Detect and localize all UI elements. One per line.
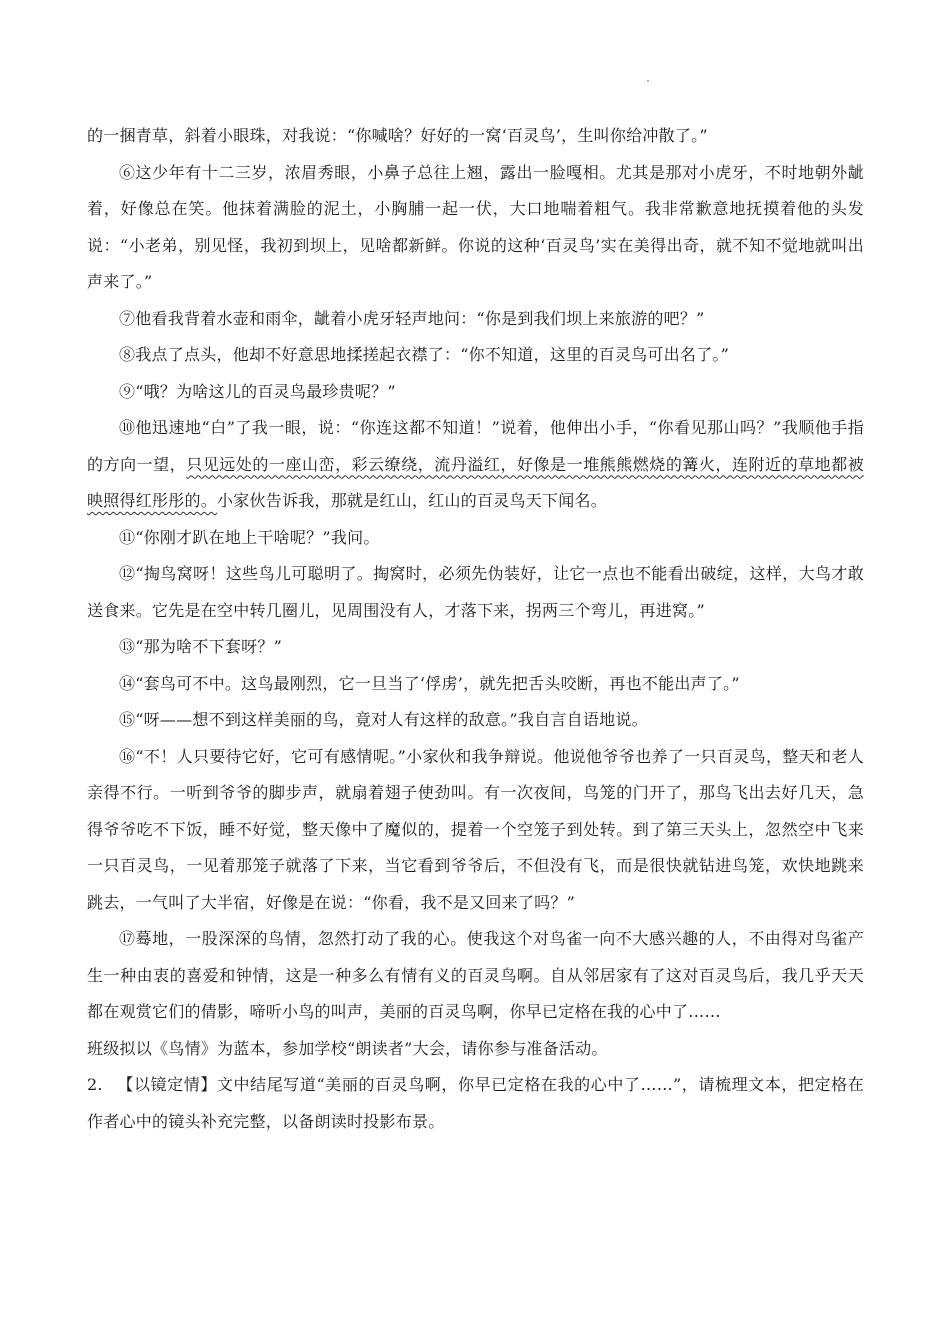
- question-2: [87, 1067, 864, 1140]
- paragraph-15: ⑮“呀——想不到这样美丽的鸟，竟对人有这样的敌意。”我自言自语地说。: [119, 710, 648, 729]
- paragraph-11: ⑪“你刚才趴在地上干啥呢？”我问。: [119, 527, 380, 547]
- paragraph-9: ⑨“哦？为啥这儿的百灵鸟最珍贵呢？”: [119, 381, 396, 401]
- paragraph-17: ⑰蓦地，一股深深的鸟情，忽然打动了我的心。使我这个对鸟雀一向不大感兴趣的人，不由得对鸟雀产生一种由衷的喜爱和钟情，这是一种多么有情有义的百灵鸟啊。自从邻居家有了这对百灵鸟后，我几乎天天都在观赏它们的倩影，啼听小鸟的叫声，美丽的百灵鸟啊，你早已定格在我的心中了……: [87, 929, 864, 1021]
- document-page: [87, 118, 864, 1140]
- paragraph-13: ⑬“那为啥不下套呀？”: [119, 637, 283, 656]
- activity-intro: 班级拟以《鸟情》为蓝本，参加学校“朗读者”大会，请你参与准备活动。: [87, 1038, 608, 1058]
- paragraph-10: [87, 410, 864, 520]
- paragraph-10-before: ⑩他迅速地“白”了我一眼，说：“你连这都不知道！”说着，他伸出小手，“你看见那山吗？”我顺他手指的方向一望，: [87, 418, 864, 474]
- paragraph-16: ⑯“不！人只要待它好，它可有感情呢。”小家伙和我争辩说。他说他爷爷也养了一只百灵鸟，整天和老人亲得不行。一听到爷爷的脚步声，就扇着翅子使劲叫。有一次夜间，鸟笼的门开了，那鸟飞出去好几天，急得爷爷吃不下饭，睡不好觉，整天像中了魔似的，提着一个空笼子到处转。到了第三天头上，忽然空中飞来一只百灵鸟，一见着那笼子就落了下来，当它看到爷爷后，不但没有飞，而是很快就钻进鸟笼，欢快地跳来跳去，一气叫了大半宿，好像是在说：“你看，我不是又回来了吗？”: [87, 746, 864, 912]
- scan-dot: [647, 80, 649, 82]
- question-text: 【以镜定情】文中结尾写道“美丽的百灵鸟啊，你早已定格在我的心中了……”，请梳理文本，把定格在作者心中的镜头补充完整，以备朗读时投影布景。: [87, 1075, 864, 1131]
- wavy-underlined-sentence: 只见远处的一座山峦，彩云缭绕，流丹溢红，好像是一堆熊熊燃烧的篝火，连附近的草地都被映照得红彤彤的。: [87, 454, 864, 510]
- question-number: 2.: [87, 1075, 103, 1094]
- paragraph-10-after: 小家伙告诉我，那就是红山，红山的百灵鸟天下闻名。: [217, 491, 608, 510]
- paragraph-6: ⑥这少年有十二三岁，浓眉秀眼，小鼻子总往上翘，露出一脸嘎相。尤其是那对小虎牙，不时地朝外龇着，好像总在笑。他抹着满脸的泥土，小胸脯一起一伏，大口地喘着粗气。我非常歉意地抚摸着他的头发说：“小老弟，别见怪，我初到坝上，见啥都新鲜。你说的这种‘百灵鸟’实在美得出奇，就不知不觉地就叫出声来了。”: [87, 162, 864, 291]
- paragraph-continuation: 的一捆青草，斜着小眼珠，对我说：“你喊啥？好好的一窝‘百灵鸟’，生叫你给冲散了。”: [87, 126, 708, 145]
- paragraph-8: ⑧我点了点头，他却不好意思地揉搓起衣襟了：“你不知道，这里的百灵鸟可出名了。”: [119, 345, 730, 364]
- paragraph-7: ⑦他看我背着水壶和雨伞，龇着小虎牙轻声地问：“你是到我们坝上来旅游的吧？”: [119, 308, 705, 328]
- paragraph-12: ⑫“掏鸟窝呀！这些鸟儿可聪明了。掏窝时，必须先伪装好，让它一点也不能看出破绽，这样，大鸟才敢送食来。它先是在空中转几圈儿，见周围没有人，才落下来，拐两三个弯儿，再进窝。”: [87, 564, 864, 620]
- paragraph-14: ⑭“套鸟可不中。这鸟最刚烈，它一旦当了‘俘虏’，就先把舌头咬断，再也不能出声了。”: [119, 673, 740, 693]
